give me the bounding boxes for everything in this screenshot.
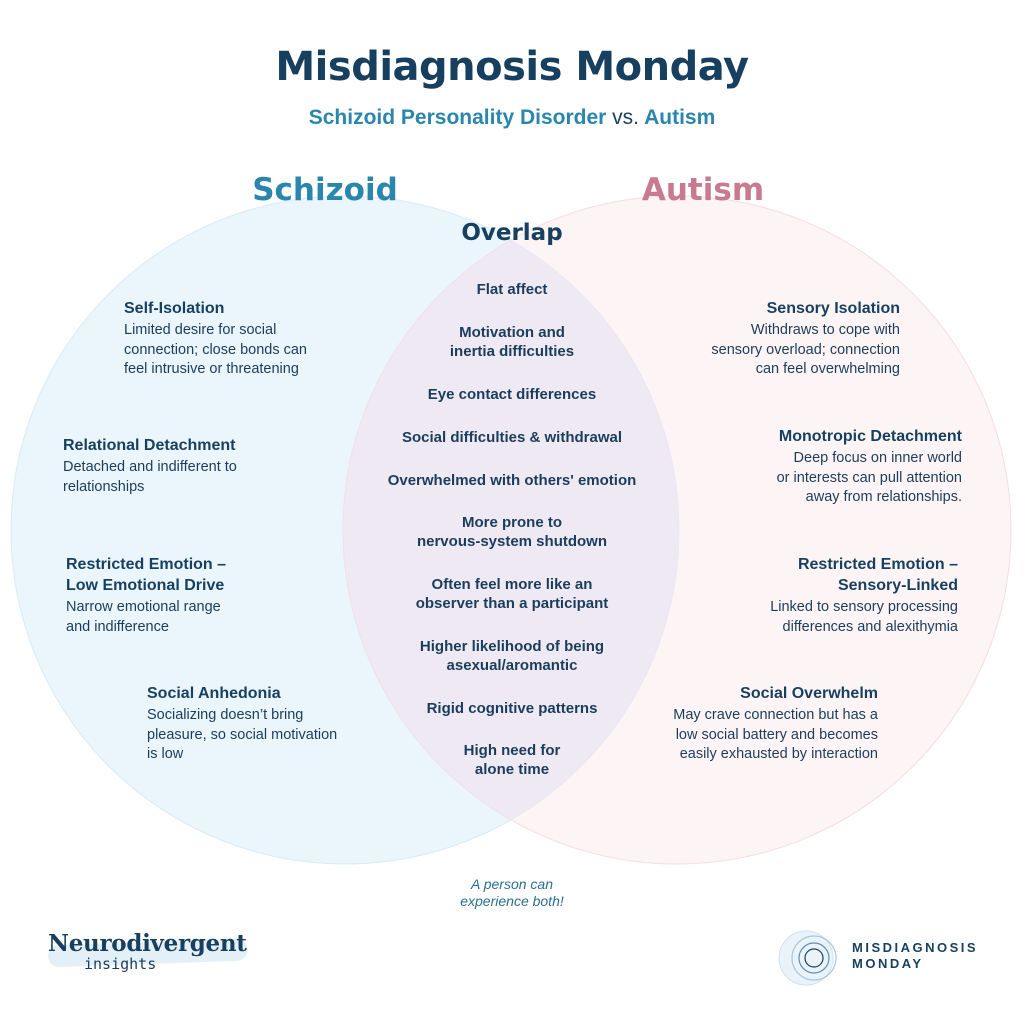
overlap-item: [360, 513, 664, 551]
overlap-item-line: Higher likelihood of being: [419, 638, 605, 655]
feature-title: Relational Detachment: [63, 437, 236, 454]
overlap-item-line: inertia difficulties: [449, 343, 575, 360]
logo-name: Neurodivergent: [48, 930, 247, 957]
autism-feature-social-overwhelm: [628, 683, 878, 765]
overlap-item-line: Often feel more like an: [431, 576, 593, 593]
overlap-item-line: Eye contact differences: [427, 386, 597, 403]
schizoid-heading: Schizoid: [252, 172, 398, 208]
overlap-item: [360, 280, 664, 299]
target-rings-icon: [776, 928, 842, 988]
logo-text: MISDIAGNOSIS MONDAY: [852, 940, 979, 971]
feature-title: Monotropic Detachment: [778, 428, 962, 445]
autism-feature-sensory-isolation: [650, 298, 900, 380]
overlap-item-line: asexual/aromantic: [446, 657, 578, 674]
feature-description: Deep focus on inner world or interests can pull attention away from relationships.: [776, 450, 962, 505]
overlap-item-line: Flat affect: [476, 281, 548, 298]
overlap-item: [360, 471, 664, 490]
overlap-item-line: High need for: [463, 742, 561, 759]
page-subtitle: [0, 106, 1024, 130]
overlap-heading: Overlap: [461, 220, 563, 246]
autism-heading: Autism: [641, 172, 765, 208]
feature-description: Linked to sensory processing differences and alexithymia: [770, 599, 958, 635]
feature-description: Detached and indifferent to relationships: [63, 459, 237, 495]
overlap-item-line: alone time: [474, 761, 550, 778]
overlap-item: [360, 385, 664, 404]
overlap-item-line: More prone to: [462, 514, 562, 531]
feature-description: Socializing doesn’t bring pleasure, so social motivation is low: [147, 707, 338, 762]
overlap-item: [360, 699, 664, 718]
feature-title: Restricted Emotion – Sensory-Linked: [797, 556, 958, 594]
subtitle-autism: Autism: [644, 106, 716, 129]
page-title: Misdiagnosis Monday: [275, 44, 749, 90]
schizoid-feature-self-isolation: [124, 298, 354, 380]
feature-description: Withdraws to cope with sensory overload; connection can feel overwhelming: [711, 322, 900, 377]
feature-title: Social Anhedonia: [147, 685, 281, 702]
schizoid-feature-social-anhedonia: [147, 683, 377, 765]
overlap-item-line: Motivation and: [459, 324, 565, 341]
overlap-item-line: observer than a participant: [415, 595, 609, 612]
overlap-item-line: Overwhelmed with others' emotion: [387, 472, 637, 489]
feature-title: Social Overwhelm: [740, 685, 878, 702]
feature-title: Self-Isolation: [124, 300, 225, 317]
schizoid-feature-relational-detachment: [63, 435, 303, 497]
feature-title: Sensory Isolation: [766, 300, 900, 317]
overlap-item-line: nervous-system shutdown: [416, 533, 608, 550]
footer-note: A person can experience both!: [460, 876, 564, 909]
overlap-item: [360, 428, 664, 447]
misdiagnosis-monday-logo: [776, 928, 996, 988]
overlap-item: [360, 323, 664, 361]
feature-description: Narrow emotional range and indifference: [66, 599, 221, 635]
feature-title: Restricted Emotion – Low Emotional Drive: [66, 556, 227, 594]
logo-subtitle: insights: [84, 955, 157, 973]
overlap-item-line: Social difficulties & withdrawal: [401, 429, 623, 446]
subtitle-schizoid: Schizoid Personality Disorder: [308, 106, 607, 129]
overlap-item: [360, 575, 664, 613]
overlap-item-line: Rigid cognitive patterns: [426, 700, 598, 717]
feature-description: Limited desire for social connection; close bonds can feel intrusive or threatening: [124, 322, 307, 377]
subtitle-vs: vs.: [612, 106, 640, 129]
autism-feature-restricted-emotion: [708, 554, 958, 637]
overlap-item: [360, 741, 664, 779]
feature-description: May crave connection but has a low social battery and becomes easily exhausted by interaction: [673, 707, 878, 762]
neurodivergent-insights-logo: [48, 930, 268, 973]
autism-feature-monotropic-detachment: [712, 426, 962, 508]
schizoid-feature-restricted-emotion: [66, 554, 306, 637]
overlap-item: [360, 637, 664, 675]
